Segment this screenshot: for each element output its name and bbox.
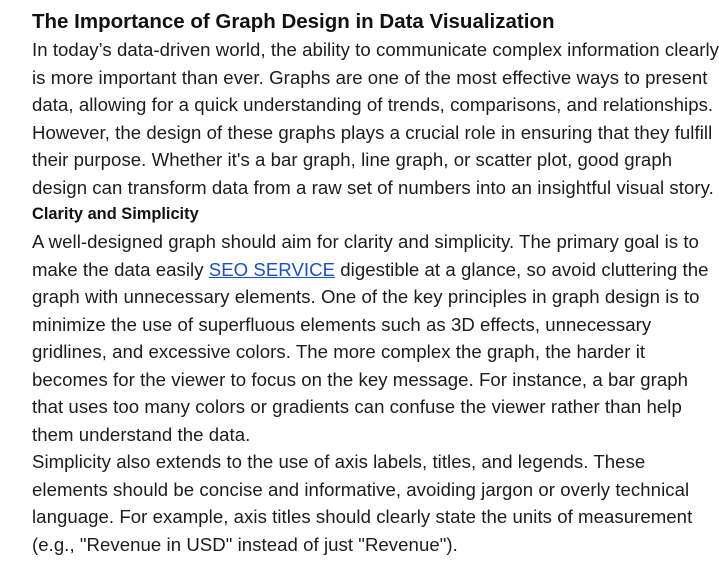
- clarity-text-before-link: A well-designed graph should aim for clarity and simplicity. The primary goal is to make the data easily: [32, 231, 699, 280]
- simplicity-paragraph: Simplicity also extends to the use of axis labels, titles, and legends. These elements should be concise and informative, avoiding jargon or overly technical language. For example, axis titles should clearly state the units of measurement (e.g., "Revenue in USD" instead of just "Revenue").: [32, 451, 693, 555]
- clarity-text-after-link: digestible at a glance, so avoid cluttering the graph with unnecessary elements. One of the key principles in graph design is to minimize the use of superfluous elements such as 3D effects, unnecessary gridlines, and excessive colors. The more complex the graph, the harder it becomes for the viewer to focus on the key message. For instance, a bar graph that uses too many colors or gradients can confuse the viewer rather than help them understand the data.: [32, 258, 709, 445]
- intro-paragraph: In today’s data-driven world, the ability to communicate complex information clearly is more important than ever. Graphs are one of the most effective ways to present data, allowing for a quick understanding of trends, comparisons, and relationships. However, the design of these graphs plays a crucial role in ensuring that they fulfill their purpose. Whether it's a bar graph, line graph, or scatter plot, good graph design can transform data from a raw set of numbers into an insightful visual story.: [32, 39, 719, 198]
- section-heading: Clarity and Simplicity: [32, 205, 199, 223]
- seo-service-link[interactable]: SEO SERVICE: [208, 258, 336, 280]
- article: [32, 8, 719, 558]
- clarity-paragraph: [32, 228, 719, 448]
- article-title: The Importance of Graph Design in Data Visualization: [32, 10, 555, 33]
